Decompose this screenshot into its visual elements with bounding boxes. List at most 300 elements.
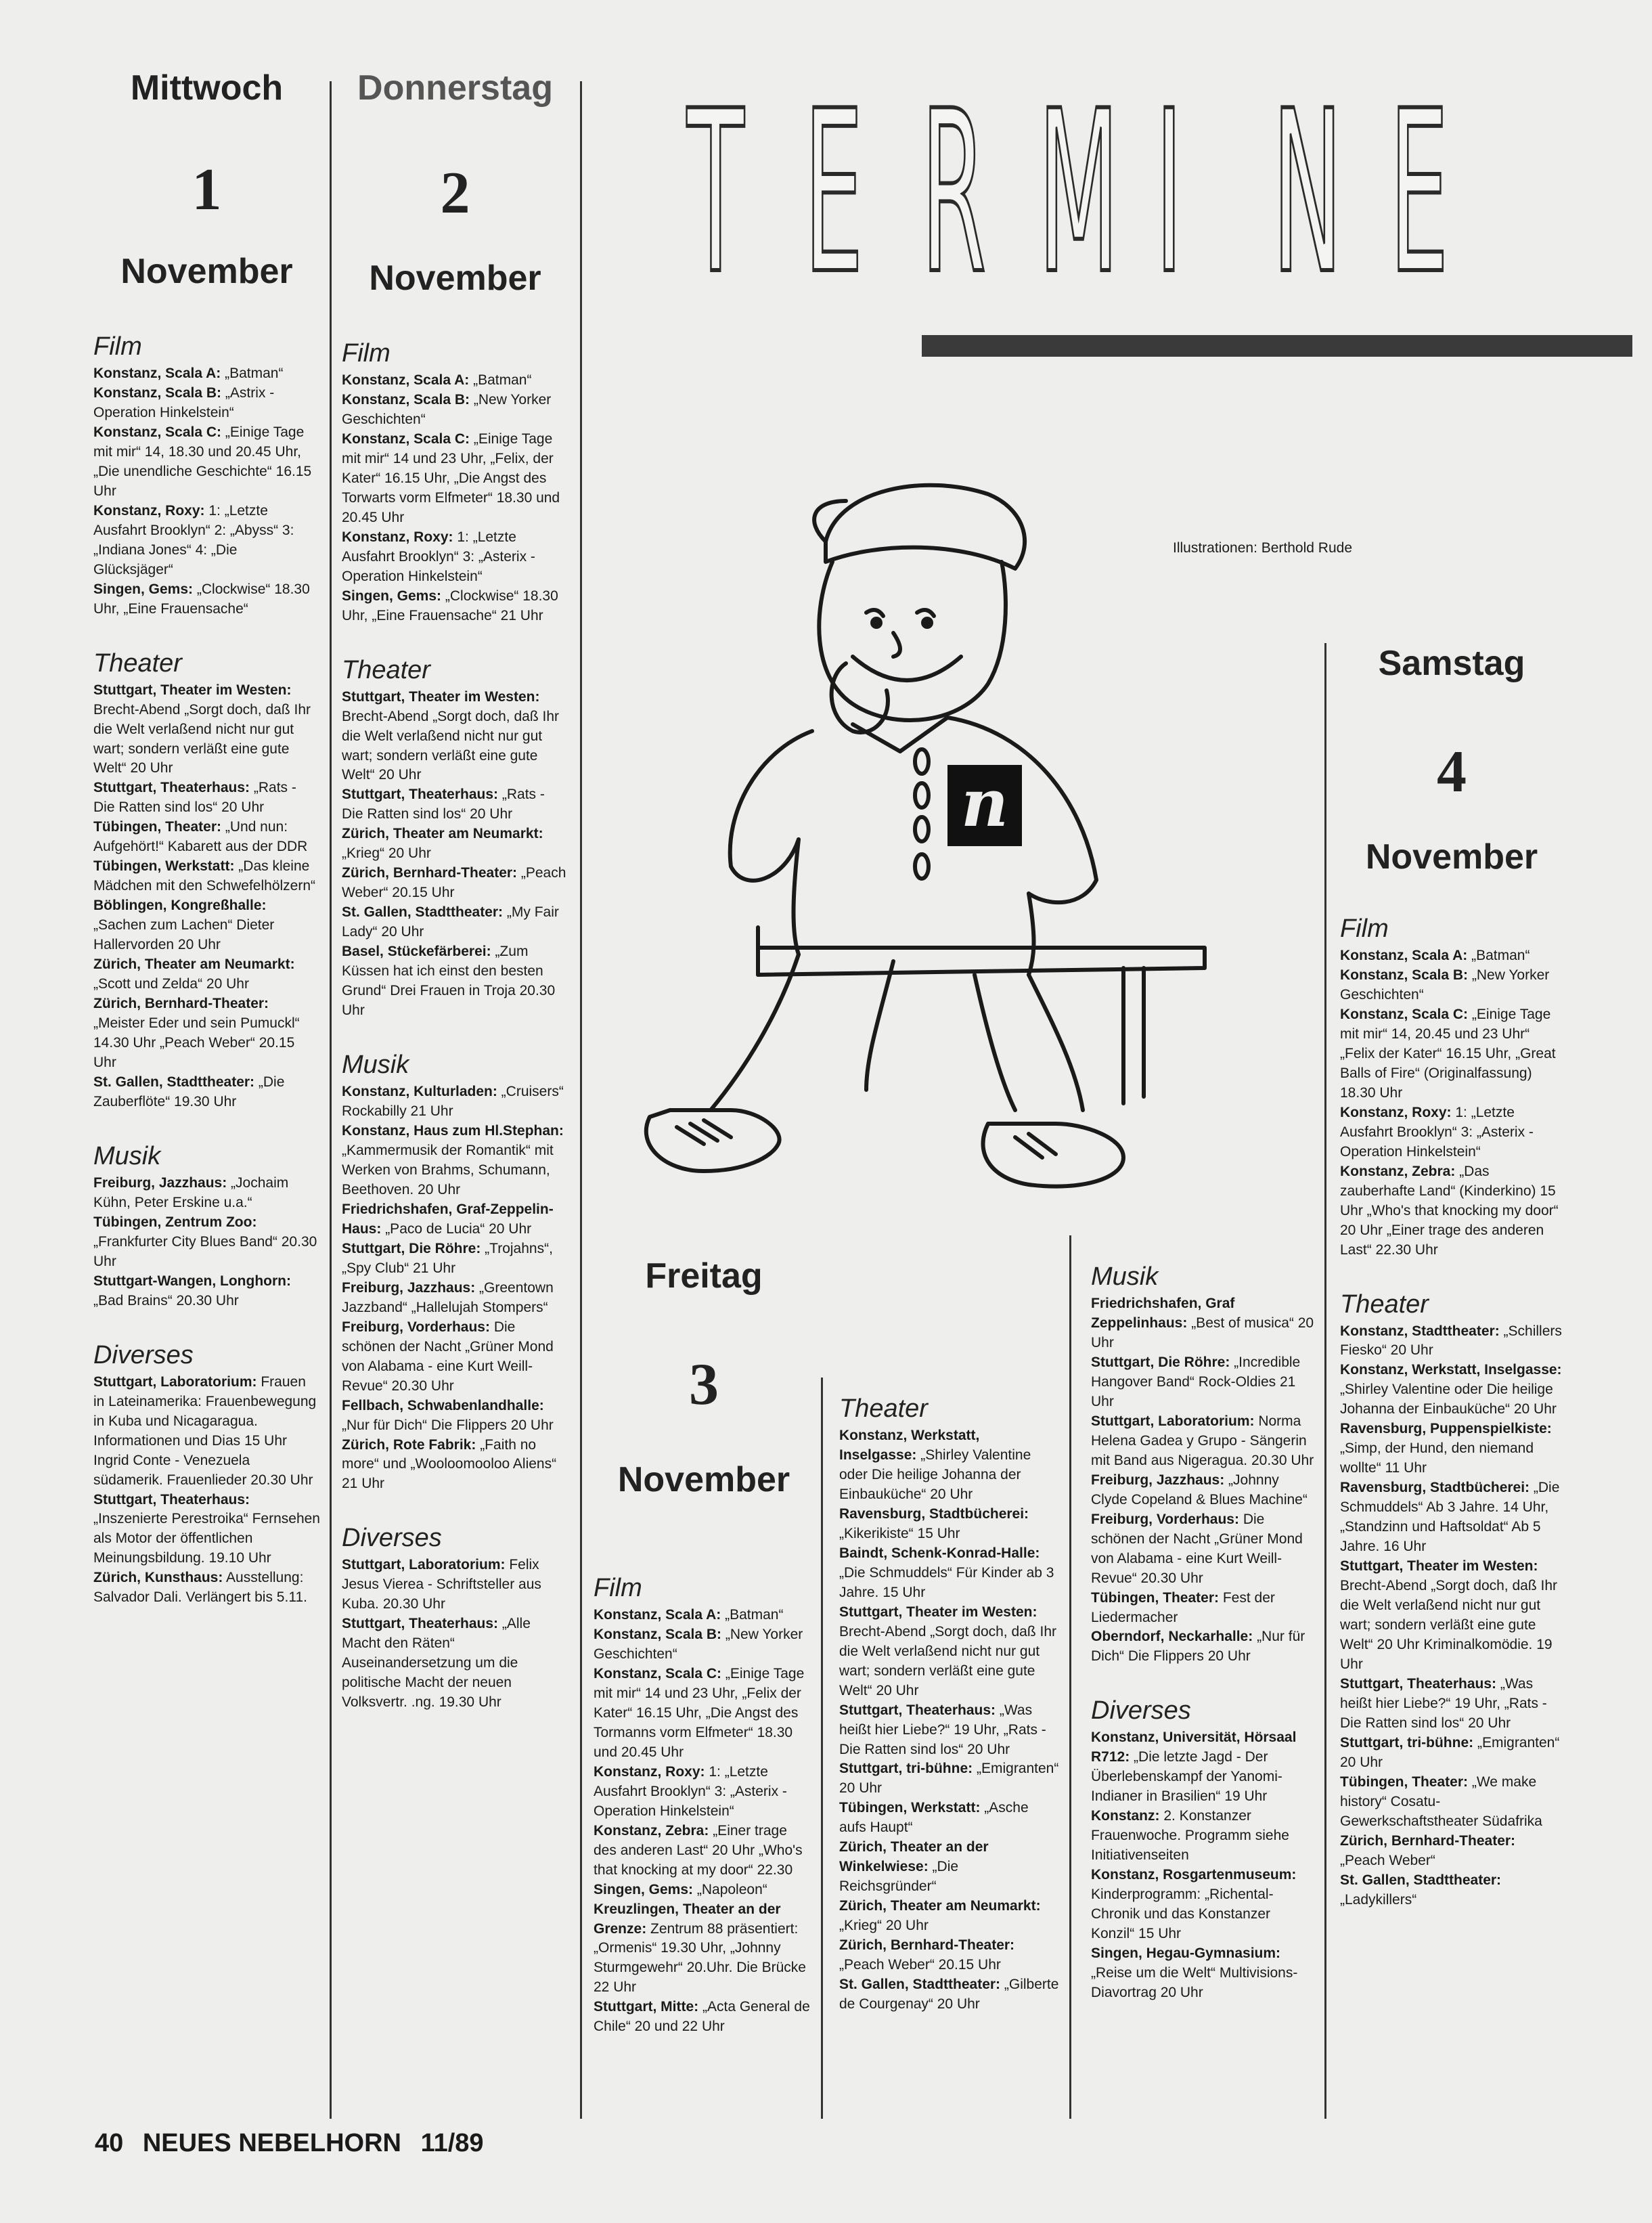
venue: Tübingen, Theater: — [1091, 1589, 1219, 1606]
venue: Zürich, Theater am Neumarkt: — [93, 956, 295, 973]
event-entry — [839, 1505, 1059, 1544]
event-details: „Die Zauberflöte“ 19.30 Uhr — [93, 1074, 285, 1109]
category-heading: Musik — [342, 1051, 409, 1080]
event-details: Brecht-Abend „Sorgt doch, daß Ihr die Welt verlaßend nicht nur gut wart; sondern verläßt eine gute Welt“ 20 Uhr — [93, 701, 311, 776]
column-divider — [1324, 643, 1326, 2119]
event-entry — [1091, 1589, 1314, 1628]
event-entry — [342, 1614, 568, 1713]
venue: Konstanz, Scala C: — [93, 424, 222, 440]
heading-letter: E — [1389, 63, 1449, 323]
event-details: Zentrum 88 präsentiert: „Ormenis“ 19.30 Uhr, „Johnny Sturmgewehr“ 20.Uhr. Die Brücke 22 Uhr — [594, 1920, 806, 1996]
event-details: „Astrix - Operation Hinkelstein“ — [93, 384, 275, 420]
event-details: „Einige Tage mit mir“ 14 und 23 Uhr, „Felix, der Kater“ 16.15 Uhr, „Die Angst des Torwarts vorm Elfmeter“ 18.30 und 20.45 Uhr — [342, 431, 560, 525]
venue: Konstanz, Scala C: — [342, 431, 470, 447]
event-entry — [1340, 1005, 1563, 1103]
event-details: „Und nun: Aufgehört!“ Kabarett aus der DDR — [93, 819, 308, 855]
event-entry — [342, 1082, 568, 1122]
event-list — [93, 364, 320, 619]
venue: Konstanz, Scala A: — [1340, 948, 1468, 963]
event-details: 1: „Letzte Ausfahrt Brooklyn“ 2: „Abyss“ 3: „Indiana Jones“ 4: „Die Glücksjäger“ — [93, 502, 294, 577]
venue: Konstanz, Scala A: — [342, 372, 470, 388]
event-details: „Gilberte de Courgenay“ 20 Uhr — [839, 1977, 1059, 2012]
category-heading: Diverses — [93, 1340, 194, 1369]
event-entry — [342, 942, 568, 1021]
event-details: „Einer trage des anderen Last“ 20 Uhr „Who's that knocking at my door“ 22.30 — [594, 1822, 803, 1878]
event-entry — [93, 1568, 320, 1608]
event-list — [1340, 946, 1563, 1260]
venue: Freiburg, Jazzhaus: — [1091, 1472, 1225, 1488]
event-details: Frauen in Lateinamerika: Frauenbewegung in Kuba und Nicagaragua. Informationen und Dias 15 Uhr Ingrid Conte - Venezuela südamerik. Frauenlieder 20.30 Uhr — [93, 1373, 317, 1488]
event-list — [342, 1556, 568, 1713]
venue: Singen, Gems: — [342, 588, 442, 604]
category-heading: Film — [342, 339, 390, 368]
svg-text:n: n — [961, 765, 1008, 841]
venue: Stuttgart, Die Röhre: — [342, 1240, 481, 1256]
venue: Stuttgart, Theaterhaus: — [93, 780, 250, 796]
venue: Stuttgart, Theater im Westen: — [93, 682, 292, 698]
event-details: Kinderprogramm: „Richental-Chronik und das Konstanzer Konzil“ 15 Uhr — [1091, 1887, 1274, 1942]
event-details: Ausstellung: Salvador Dali. Verlängert bis 5.11. — [93, 1570, 307, 1606]
venue: Freiburg, Jazzhaus: — [93, 1174, 227, 1191]
category-heading: Film — [1340, 915, 1389, 943]
venue: Stuttgart, Theaterhaus: — [1340, 1675, 1497, 1692]
event-entry — [1340, 1675, 1563, 1734]
event-details: „Schillers Fiesko“ 20 Uhr — [1340, 1323, 1562, 1359]
event-entry — [594, 1998, 813, 2037]
event-entry — [1091, 1807, 1314, 1866]
illustration-credit: Illustrationen: Berthold Rude — [1173, 540, 1352, 556]
page-number: 40 — [95, 2129, 124, 2157]
event-entry — [839, 1799, 1059, 1838]
category-heading: Diverses — [342, 1524, 442, 1553]
venue: Konstanz, Scala C: — [1340, 1006, 1469, 1022]
event-entry — [93, 857, 320, 896]
venue: Stuttgart, Laboratorium: — [93, 1373, 257, 1390]
event-details: „Peach Weber“ — [1340, 1852, 1435, 1868]
venue: Konstanz, Scala C: — [594, 1665, 722, 1681]
venue: Konstanz, Scala B: — [594, 1626, 722, 1642]
venue: Konstanz, Scala B: — [93, 384, 222, 401]
event-entry — [342, 430, 568, 528]
venue: Stuttgart, Laboratorium: — [342, 1557, 506, 1573]
event-details: „Frankfurter City Blues Band“ 20.30 Uhr — [93, 1233, 317, 1269]
event-entry — [93, 955, 320, 994]
column-divider — [330, 81, 332, 2119]
venue: Stuttgart, tri-bühne: — [839, 1761, 973, 1777]
event-details: „We make history“ Cosatu-Gewerkschaftstheater Südafrika — [1340, 1774, 1542, 1829]
event-details: „New Yorker Geschichten“ — [342, 391, 552, 427]
day-column-samstag — [1340, 643, 1563, 1940]
event-details: „Ladykillers“ — [1340, 1891, 1417, 1908]
event-entry — [1340, 1557, 1563, 1675]
event-details: „Kikerikiste“ 15 Uhr — [839, 1525, 960, 1541]
venue: Konstanz, Scala B: — [1340, 967, 1469, 983]
event-details: „Johnny Clyde Copeland & Blues Machine“ — [1091, 1472, 1308, 1507]
event-details: „Alle Macht den Räten“ Auseinandersetzung um die politische Macht der neuen Volksvertr. .ng. 19.30 Uhr — [342, 1616, 531, 1711]
venue: Zürich, Bernhard-Theater: — [93, 996, 269, 1012]
event-details: „Was heißt hier Liebe?“ 19 Uhr, „Rats - Die Ratten sind los“ 20 Uhr — [839, 1702, 1046, 1757]
event-details: „Emigranten“ 20 Uhr — [839, 1761, 1059, 1797]
venue: Friedrichshafen, Graf-Zeppelin-Haus: — [342, 1201, 554, 1237]
venue: St. Gallen, Stadttheater: — [1340, 1872, 1502, 1888]
venue: Ravensburg, Stadtbücherei: — [1340, 1480, 1530, 1496]
day-column-mittwoch — [93, 68, 320, 1637]
event-details: „Rats - Die Ratten sind los“ 20 Uhr — [93, 780, 296, 816]
freitag-film-column — [594, 1574, 813, 2037]
column-divider — [1069, 1235, 1071, 2119]
event-entry — [93, 364, 320, 384]
event-details: „Meister Eder und sein Pumuckl“ 14.30 Uhr „Peach Weber“ 20.15 Uhr — [93, 1015, 300, 1070]
event-details: „Die Reichsgründer“ — [839, 1859, 959, 1895]
event-entry — [1340, 1734, 1563, 1773]
event-details: „Krieg“ 20 Uhr — [839, 1918, 929, 1934]
event-details: „Bad Brains“ 20.30 Uhr — [93, 1292, 239, 1308]
category-block — [93, 649, 320, 1112]
event-details: „Jochaim Kühn, Peter Erskine u.a.“ — [93, 1174, 289, 1210]
event-details: „Batman“ — [721, 1607, 784, 1623]
event-entry — [93, 994, 320, 1073]
event-details: Brecht-Abend „Sorgt doch, daß Ihr die Welt verlaßend nicht nur gut wart; sondern verläßt eine gute Welt“ 20 Uhr — [839, 1623, 1056, 1698]
column-divider — [580, 81, 582, 2119]
venue: Stuttgart, Die Röhre: — [1091, 1354, 1230, 1370]
event-entry — [342, 688, 568, 786]
event-entry — [839, 1426, 1059, 1505]
event-details: „Einige Tage mit mir“ 14 und 23 Uhr, „Felix der Kater“ 16.15 Uhr, „Die Angst des Tormanns vorm Elfmeter“ 18.30 und 20.45 Uhr — [594, 1665, 805, 1760]
event-entry — [342, 1239, 568, 1279]
event-entry — [93, 1174, 320, 1213]
venue: Konstanz, Scala A: — [594, 1607, 721, 1623]
category-block — [93, 1142, 320, 1311]
month-label: November — [1365, 837, 1538, 877]
event-details: „Die letzte Jagd - Der Überlebenskampf der Yanomi-Indianer in Brasilien“ 19 Uhr — [1091, 1749, 1282, 1805]
event-entry — [594, 1880, 813, 1900]
event-entry — [93, 1272, 320, 1311]
venue: Konstanz, Roxy: — [342, 529, 453, 545]
event-entry — [839, 1975, 1059, 2015]
venue: Freiburg, Vorderhaus: — [342, 1319, 490, 1335]
heading-letter: M — [1038, 63, 1119, 323]
venue: Singen, Gems: — [594, 1881, 694, 1897]
event-details: Norma Helena Gadea y Grupo - Sängerin mit Band aus Nigeragua. 20.30 Uhr — [1091, 1413, 1314, 1468]
venue: Böblingen, Kongreßhalle: — [93, 898, 267, 914]
event-details: „Batman“ — [469, 372, 532, 388]
event-entry — [594, 1763, 813, 1822]
venue: Konstanz, Werkstatt, Inselgasse: — [1340, 1362, 1562, 1378]
event-entry — [342, 1122, 568, 1200]
event-entry — [342, 864, 568, 903]
event-details: „Paco de Lucia“ 20 Uhr — [381, 1220, 532, 1237]
page-footer — [95, 2129, 496, 2158]
event-entry — [1091, 1294, 1314, 1353]
event-entry — [1340, 966, 1563, 1005]
event-entry — [1340, 1322, 1563, 1361]
event-entry — [1340, 1773, 1563, 1832]
heading-letter: R — [921, 63, 987, 323]
event-entry — [1091, 1627, 1314, 1667]
event-entry — [839, 1759, 1059, 1799]
event-details: „Shirley Valentine oder Die heilige Johanna der Einbauküche“ 20 Uhr — [1340, 1382, 1557, 1417]
event-details: „Batman“ — [1467, 948, 1530, 963]
venue: Singen, Hegau-Gymnasium: — [1091, 1945, 1281, 1962]
event-details: „Scott und Zelda“ 20 Uhr — [93, 976, 249, 992]
venue: Ravensburg, Stadtbücherei: — [839, 1505, 1029, 1522]
venue: Konstanz, Roxy: — [594, 1763, 705, 1780]
event-details: „Shirley Valentine oder Die heilige Johanna der Einbauküche“ 20 Uhr — [839, 1447, 1031, 1502]
venue: Konstanz, Rosgartenmuseum: — [1091, 1867, 1297, 1883]
event-details: Fest der Liedermacher — [1091, 1589, 1275, 1625]
month-label: November — [120, 252, 293, 291]
venue: Tübingen, Werkstatt: — [839, 1800, 981, 1816]
event-details: „My Fair Lady“ 20 Uhr — [342, 904, 559, 940]
boy-on-bench-illustration — [609, 460, 1218, 1279]
event-details: „Faith no more“ und „Wooloomooloo Aliens“ 21 Uhr — [342, 1436, 557, 1492]
event-details: Die schönen der Nacht „Grüner Mond von Alabama - eine Kurt Weill-Revue“ 20.30 Uhr — [1091, 1511, 1303, 1586]
category-block — [93, 1341, 320, 1608]
event-entry — [342, 587, 568, 626]
venue: Zürich, Rote Fabrik: — [342, 1436, 476, 1453]
freitag-theater-column — [839, 1394, 1059, 2015]
venue: Baindt, Schenk-Konrad-Halle: — [839, 1545, 1040, 1561]
event-entry — [93, 384, 320, 423]
event-details: „Incredible Hangover Band“ Rock-Oldies 21 Uhr — [1091, 1354, 1301, 1409]
event-details: „Kammermusik der Romantik“ mit Werken von Brahms, Schumann, Beethoven. 20 Uhr — [342, 1142, 554, 1197]
event-list — [342, 371, 568, 626]
event-entry — [342, 528, 568, 587]
event-details: „Nur für Dich“ Die Flippers 20 Uhr — [1091, 1629, 1305, 1665]
heading-letter: T — [687, 63, 744, 323]
event-details: „Clockwise“ 18.30 Uhr, „Eine Frauensache“ — [93, 581, 310, 617]
event-details: „Inszenierte Perestroika“ Fernsehen als Motor der öffentlichen Meinungsbildung. 19.10 Uhr — [93, 1511, 320, 1566]
venue: Stuttgart, Theaterhaus: — [93, 1491, 250, 1507]
event-list — [342, 688, 568, 1021]
venue: St. Gallen, Stadttheater: — [839, 1977, 1001, 1993]
venue: Fellbach, Schwabenlandhalle: — [342, 1397, 544, 1413]
venue: Kreuzlingen, Theater an der Grenze: — [594, 1901, 781, 1937]
event-entry — [1091, 1353, 1314, 1412]
category-heading: Theater — [839, 1394, 928, 1423]
category-block — [342, 1524, 568, 1713]
event-entry — [594, 1606, 813, 1625]
event-details: „New Yorker Geschichten“ — [594, 1626, 803, 1662]
event-details: „Einige Tage mit mir“ 14, 20.45 und 23 Uhr“ „Felix der Kater“ 16.15 Uhr, „Great Balls of Fire“ (Originalfassung) 18.30 Uhr — [1340, 1006, 1556, 1101]
day-name: Samstag — [1378, 644, 1525, 683]
event-details: 1: „Letzte Ausfahrt Brooklyn“ 3: „Asterix - Operation Hinkelstein“ — [342, 529, 535, 584]
event-entry — [1091, 1728, 1314, 1807]
event-details: „Best of musica“ 20 Uhr — [1091, 1315, 1314, 1350]
category-block — [93, 332, 320, 619]
venue: Konstanz, Scala B: — [342, 391, 470, 408]
event-entry — [342, 1556, 568, 1614]
venue: Stuttgart-Wangen, Longhorn: — [93, 1273, 291, 1289]
month-label: November — [369, 259, 541, 298]
venue: Stuttgart, tri-bühne: — [1340, 1734, 1474, 1751]
venue: Konstanz: — [1091, 1808, 1160, 1824]
event-details: „Napoleon“ — [693, 1881, 767, 1897]
event-entry — [93, 423, 320, 502]
event-details: „Das kleine Mädchen mit den Schwefelhölzern“ — [93, 858, 316, 894]
event-list — [1091, 1728, 1314, 2003]
event-entry — [1340, 1162, 1563, 1260]
event-details: „Simp, der Hund, den niemand wollte“ 11 Uhr — [1340, 1440, 1534, 1476]
event-entry — [1340, 1361, 1563, 1419]
venue: Freiburg, Vorderhaus: — [1091, 1511, 1239, 1527]
venue: St. Gallen, Stadttheater: — [93, 1074, 255, 1090]
category-block — [1091, 1262, 1314, 1667]
event-list — [839, 1426, 1059, 2015]
month-label: November — [617, 1460, 790, 1499]
category-heading: Theater — [1340, 1290, 1429, 1319]
event-details: „New Yorker Geschichten“ — [1340, 967, 1550, 1003]
day-number: 3 — [689, 1352, 719, 1417]
event-entry — [594, 1900, 813, 1998]
event-entry — [1340, 1832, 1563, 1871]
category-heading: Diverses — [1091, 1696, 1191, 1725]
event-details: „Nur für Dich“ Die Flippers 20 Uhr — [342, 1417, 554, 1433]
event-details: „Rats - Die Ratten sind los“ 20 Uhr — [342, 787, 545, 822]
event-entry — [839, 1838, 1059, 1897]
event-entry — [93, 1213, 320, 1272]
event-details: „Clockwise“ 18.30 Uhr, „Eine Frauensache“ 21 Uhr — [342, 588, 558, 623]
event-details: 2. Konstanzer Frauenwoche. Programm siehe Initiativenseiten — [1091, 1808, 1289, 1864]
category-heading: Film — [594, 1574, 642, 1602]
event-entry — [839, 1544, 1059, 1603]
venue: Konstanz, Stadttheater: — [1340, 1323, 1500, 1339]
venue: Freiburg, Jazzhaus: — [342, 1279, 476, 1296]
event-entry — [594, 1822, 813, 1880]
category-heading: Theater — [93, 648, 182, 678]
venue: Zürich, Kunsthaus: — [93, 1570, 223, 1586]
category-block — [1340, 1290, 1563, 1910]
column-divider — [821, 1378, 823, 2119]
venue: Stuttgart, Theaterhaus: — [839, 1702, 996, 1718]
event-entry — [342, 903, 568, 942]
event-details: „Das zauberhafte Land“ (Kinderkino) 15 Uhr „Who's that knocking my door“ 20 Uhr „Einer trage des anderen Last“ 22.30 Uhr — [1340, 1163, 1559, 1258]
event-entry — [342, 785, 568, 824]
event-entry — [342, 1318, 568, 1396]
venue: Ravensburg, Puppenspielkiste: — [1340, 1421, 1552, 1437]
event-entry — [342, 824, 568, 864]
venue: Tübingen, Zentrum Zoo: — [93, 1214, 257, 1230]
venue: Zürich, Bernhard-Theater: — [839, 1937, 1015, 1954]
venue: Basel, Stückefärberei: — [342, 944, 491, 960]
venue: Zürich, Theater an der Winkelwiese: — [839, 1839, 989, 1875]
heading-letter: I — [1155, 63, 1183, 323]
venue: Konstanz, Werkstatt, Inselgasse: — [839, 1428, 980, 1463]
event-entry — [93, 502, 320, 580]
day-number: 2 — [440, 160, 470, 226]
event-entry — [839, 1897, 1059, 1936]
event-details: „Die Schmuddels“ Ab 3 Jahre. 14 Uhr, „Standzinn und Haftsoldat“ Ab 5 Jahre. 16 Uhr — [1340, 1480, 1560, 1555]
category-block — [342, 656, 568, 1021]
event-details: 1: „Letzte Ausfahrt Brooklyn“ 3: „Asterix - Operation Hinkelstein“ — [1340, 1104, 1534, 1160]
event-list — [93, 681, 320, 1112]
event-list — [93, 1174, 320, 1311]
event-entry — [839, 1701, 1059, 1760]
event-details: „Sachen zum Lachen“ Dieter Hallervorden 20 Uhr — [93, 917, 275, 953]
event-entry — [93, 1073, 320, 1112]
event-entry — [93, 1373, 320, 1491]
event-details: Felix Jesus Vierea - Schriftsteller aus Kuba. 20.30 Uhr — [342, 1557, 541, 1612]
venue: Tübingen, Werkstatt: — [93, 858, 235, 875]
event-details: „Krieg“ 20 Uhr — [342, 845, 431, 862]
venue: Oberndorf, Neckarhalle: — [1091, 1629, 1253, 1645]
venue: Stuttgart, Theaterhaus: — [342, 1616, 499, 1632]
venue: Stuttgart, Laboratorium: — [1091, 1413, 1255, 1429]
day-name: Mittwoch — [130, 68, 284, 108]
venue: Konstanz, Universität, Hörsaal R712: — [1091, 1730, 1297, 1765]
event-entry — [342, 391, 568, 430]
venue: Stuttgart, Theater im Westen: — [1340, 1558, 1538, 1575]
category-heading: Theater — [342, 655, 430, 684]
event-list — [594, 1606, 813, 2037]
event-entry — [1091, 1944, 1314, 2003]
event-entry — [1340, 1871, 1563, 1910]
magazine-name: NEUES NEBELHORN — [142, 2129, 401, 2157]
category-block — [342, 339, 568, 626]
event-entry — [342, 1200, 568, 1239]
category-heading: Film — [93, 332, 142, 361]
event-entry — [342, 1279, 568, 1318]
heading-underline-bar — [922, 335, 1632, 357]
venue: Konstanz, Kulturladen: — [342, 1084, 497, 1100]
event-details: „Was heißt hier Liebe?“ 19 Uhr, „Rats - Die Ratten sind los“ 20 Uhr — [1340, 1675, 1547, 1731]
event-entry — [93, 1491, 320, 1569]
event-entry — [839, 1603, 1059, 1701]
event-details: Brecht-Abend „Sorgt doch, daß Ihr die Welt verlaßend nicht nur gut wart; sondern verläßt eine gute Welt“ 20 Uhr Kriminalkomödie. 19 Uhr — [1340, 1578, 1557, 1672]
day-number: 4 — [1437, 739, 1467, 805]
day-name: Donnerstag — [357, 68, 553, 108]
venue: Zürich, Bernhard-Theater: — [1340, 1832, 1516, 1849]
event-entry — [93, 818, 320, 857]
venue: Friedrichshafen, Graf Zeppelinhaus: — [1091, 1296, 1235, 1331]
day-number: 1 — [192, 157, 222, 223]
event-entry — [1340, 946, 1563, 966]
event-entry — [93, 681, 320, 779]
event-entry — [1340, 1478, 1563, 1557]
venue: Konstanz, Roxy: — [93, 502, 205, 519]
category-heading: Musik — [93, 1141, 161, 1170]
event-entry — [1340, 1103, 1563, 1162]
event-details: „Zum Küssen hat ich einst den besten Grund“ Drei Frauen in Troja 20.30 Uhr — [342, 944, 556, 1019]
termine-heading — [687, 63, 1467, 323]
category-block — [1091, 1696, 1314, 2003]
venue: Tübingen, Theater: — [93, 819, 221, 835]
venue: St. Gallen, Stadttheater: — [342, 904, 504, 921]
event-entry — [93, 896, 320, 955]
event-entry — [1340, 1419, 1563, 1478]
event-details: „Emigranten“ 20 Uhr — [1340, 1734, 1560, 1770]
venue: Stuttgart, Theater im Westen: — [839, 1604, 1037, 1620]
heading-letter: E — [804, 63, 864, 323]
day-name: Freitag — [645, 1256, 763, 1296]
event-details: Die schönen der Nacht „Grüner Mond von Alabama - eine Kurt Weill-Revue“ 20.30 Uhr — [342, 1319, 554, 1394]
venue: Tübingen, Theater: — [1340, 1774, 1468, 1790]
event-details: 1: „Letzte Ausfahrt Brooklyn“ 3: „Asterix - Operation Hinkelstein“ — [594, 1763, 787, 1819]
event-details: „Greentown Jazzband“ „Hallelujah Stompers“ — [342, 1279, 554, 1315]
venue: Konstanz, Zebra: — [594, 1822, 709, 1839]
category-block — [342, 1051, 568, 1494]
event-list — [1091, 1294, 1314, 1667]
venue: Zürich, Theater am Neumarkt: — [342, 826, 543, 842]
event-entry — [1091, 1412, 1314, 1471]
category-block — [1340, 915, 1563, 1260]
event-details: „Batman“ — [221, 366, 284, 381]
event-entry — [839, 1936, 1059, 1975]
day-column-donnerstag — [342, 68, 568, 1742]
venue: Konstanz, Zebra: — [1340, 1163, 1456, 1179]
venue: Zürich, Theater am Neumarkt: — [839, 1898, 1041, 1914]
event-entry — [342, 1436, 568, 1495]
